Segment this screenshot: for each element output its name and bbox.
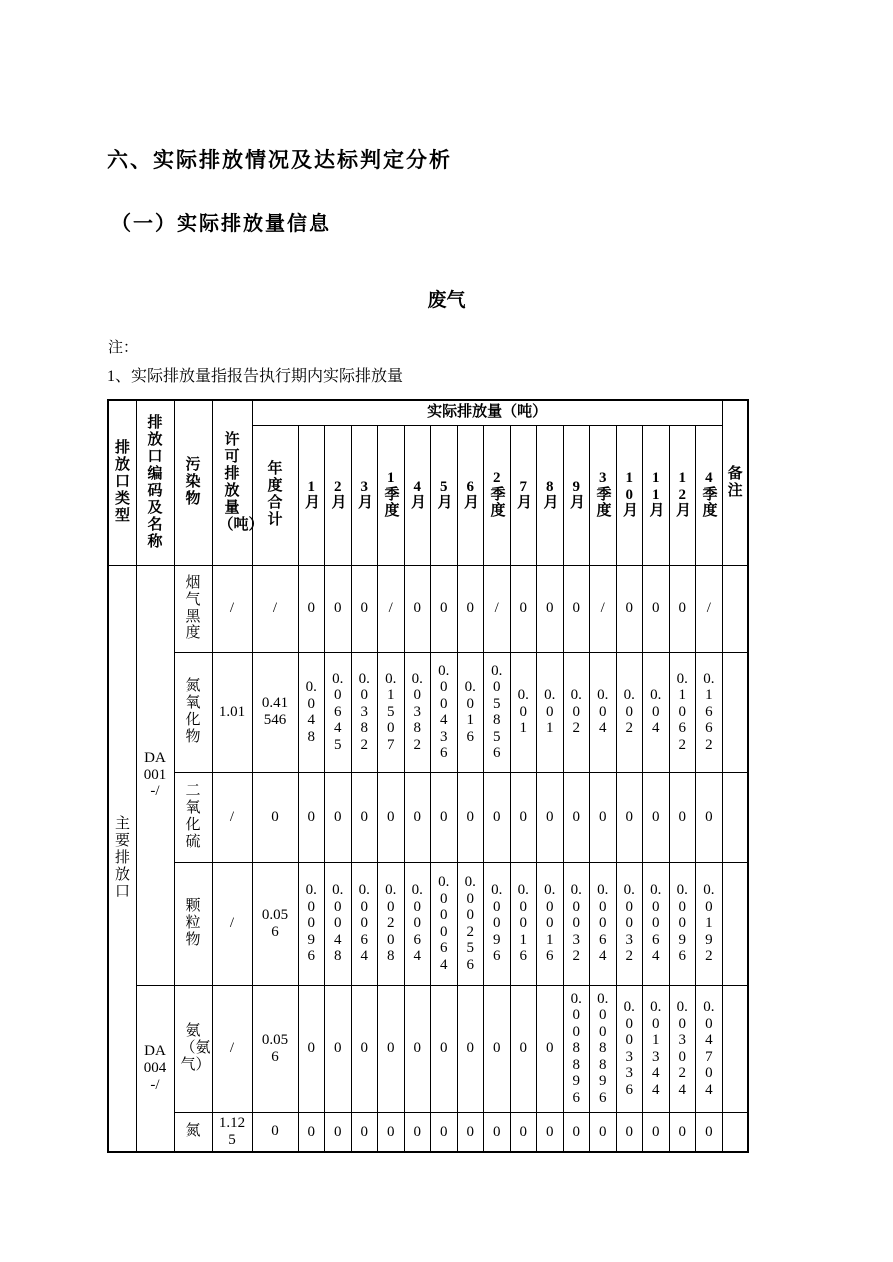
value-cell: 0 xyxy=(590,772,617,862)
value-cell: 0.04 xyxy=(590,652,617,772)
annual-total-cell: 0.056 xyxy=(252,985,298,1112)
value-cell: 0.00064 xyxy=(431,862,458,985)
table-row xyxy=(108,1112,748,1152)
value-cell: / xyxy=(484,565,511,652)
remark-cell xyxy=(722,772,748,862)
value-cell: 0 xyxy=(669,565,696,652)
permitted-amount-cell: / xyxy=(212,565,252,652)
table-row xyxy=(108,985,748,1112)
header-period: 4季度 xyxy=(696,425,723,565)
value-cell: 0.0016 xyxy=(537,862,564,985)
value-cell: 0.0048 xyxy=(325,862,352,985)
value-cell: 0 xyxy=(457,565,484,652)
header-period: 5月 xyxy=(431,425,458,565)
header-period: 7月 xyxy=(510,425,537,565)
pollutant-cell: 二氧化硫 xyxy=(174,772,212,862)
value-cell: 0 xyxy=(431,565,458,652)
value-cell: 0 xyxy=(457,772,484,862)
pollutant-cell: 烟气黑度 xyxy=(174,565,212,652)
value-cell: 0 xyxy=(378,1112,405,1152)
value-cell: 0 xyxy=(325,772,352,862)
remark-cell xyxy=(722,1112,748,1152)
header-period: 12月 xyxy=(669,425,696,565)
remark-cell xyxy=(722,862,748,985)
value-cell: 0.016 xyxy=(457,652,484,772)
remark-cell xyxy=(722,652,748,772)
header-period: 10月 xyxy=(616,425,643,565)
value-cell: 0.0096 xyxy=(484,862,511,985)
header-period: 3季度 xyxy=(590,425,617,565)
value-cell: 0.03024 xyxy=(669,985,696,1112)
value-cell: 0.0192 xyxy=(696,862,723,985)
value-cell: 0 xyxy=(404,1112,431,1152)
value-cell: 0.1662 xyxy=(696,652,723,772)
value-cell: 0 xyxy=(510,772,537,862)
value-cell: 0 xyxy=(563,565,590,652)
value-cell: 0.0382 xyxy=(404,652,431,772)
value-cell: 0.1507 xyxy=(378,652,405,772)
value-cell: 0 xyxy=(537,772,564,862)
table-row xyxy=(108,772,748,862)
annual-total-cell: 0 xyxy=(252,1112,298,1152)
emissions-table xyxy=(107,399,749,1153)
header-outlet-code: 排放口编码及名称 xyxy=(136,400,174,565)
value-cell: 0 xyxy=(510,1112,537,1152)
value-cell: 0 xyxy=(431,985,458,1112)
value-cell: 0 xyxy=(669,1112,696,1152)
permitted-amount-cell: / xyxy=(212,985,252,1112)
value-cell: 0 xyxy=(643,1112,670,1152)
value-cell: 0 xyxy=(643,565,670,652)
header-period: 3月 xyxy=(351,425,378,565)
value-cell: 0.0032 xyxy=(616,862,643,985)
value-cell: 0.1062 xyxy=(669,652,696,772)
table-row xyxy=(108,862,748,985)
value-cell: 0.0096 xyxy=(669,862,696,985)
subsection-heading: （一）实际排放量信息 xyxy=(111,213,331,235)
value-cell: 0 xyxy=(298,565,325,652)
header-period: 8月 xyxy=(537,425,564,565)
value-cell: 0.0064 xyxy=(404,862,431,985)
value-cell: 0.00336 xyxy=(616,985,643,1112)
value-cell: 0.0208 xyxy=(378,862,405,985)
value-cell: 0 xyxy=(325,565,352,652)
value-cell: 0.0064 xyxy=(643,862,670,985)
permitted-amount-cell: 1.125 xyxy=(212,1112,252,1152)
value-cell: / xyxy=(378,565,405,652)
value-cell: 0.0096 xyxy=(298,862,325,985)
annual-total-cell: 0.41546 xyxy=(252,652,298,772)
value-cell: 0 xyxy=(616,772,643,862)
header-pollutant: 污染物 xyxy=(174,400,212,565)
annual-total-cell: / xyxy=(252,565,298,652)
note-item: 1、实际排放量指报告执行期内实际排放量 xyxy=(107,368,404,385)
permitted-amount-cell: 1.01 xyxy=(212,652,252,772)
value-cell: 0 xyxy=(404,985,431,1112)
value-cell: 0.04704 xyxy=(696,985,723,1112)
annual-total-cell: 0.056 xyxy=(252,862,298,985)
value-cell: 0.008896 xyxy=(563,985,590,1112)
pollutant-cell: 氮氧化物 xyxy=(174,652,212,772)
value-cell: 0.0064 xyxy=(590,862,617,985)
value-cell: 0 xyxy=(696,772,723,862)
value-cell: 0 xyxy=(298,985,325,1112)
value-cell: 0.00436 xyxy=(431,652,458,772)
value-cell: 0 xyxy=(431,1112,458,1152)
value-cell: 0 xyxy=(484,772,511,862)
value-cell: 0 xyxy=(351,565,378,652)
value-cell: 0 xyxy=(510,985,537,1112)
value-cell: 0 xyxy=(616,565,643,652)
value-cell: 0.02 xyxy=(616,652,643,772)
value-cell: 0 xyxy=(404,565,431,652)
outlet-code-cell: DA001-/ xyxy=(136,565,174,985)
value-cell: 0 xyxy=(590,1112,617,1152)
value-cell: 0.0064 xyxy=(351,862,378,985)
header-period: 11月 xyxy=(643,425,670,565)
header-actual-emission-group: 实际排放量（吨） xyxy=(252,400,722,425)
value-cell: 0.0016 xyxy=(510,862,537,985)
annual-total-cell: 0 xyxy=(252,772,298,862)
section-heading: 六、实际排放情况及达标判定分析 xyxy=(107,149,452,172)
value-cell: 0 xyxy=(351,985,378,1112)
value-cell: 0 xyxy=(537,565,564,652)
value-cell: 0 xyxy=(537,1112,564,1152)
value-cell: 0.0032 xyxy=(563,862,590,985)
value-cell: 0 xyxy=(484,985,511,1112)
value-cell: 0 xyxy=(325,1112,352,1152)
value-cell: 0 xyxy=(404,772,431,862)
value-cell: 0 xyxy=(325,985,352,1112)
outlet-code-cell: DA004-/ xyxy=(136,985,174,1152)
outlet-type-cell: 主要排放口 xyxy=(108,565,136,1152)
value-cell: 0 xyxy=(457,1112,484,1152)
header-period: 2月 xyxy=(325,425,352,565)
value-cell: 0 xyxy=(696,1112,723,1152)
header-period: 9月 xyxy=(563,425,590,565)
value-cell: 0 xyxy=(537,985,564,1112)
value-cell: 0.00256 xyxy=(457,862,484,985)
pollutant-cell: 氨（氨气） xyxy=(174,985,212,1112)
header-remark: 备注 xyxy=(722,400,748,565)
value-cell: 0.01 xyxy=(510,652,537,772)
header-period: 6月 xyxy=(457,425,484,565)
value-cell: 0 xyxy=(351,1112,378,1152)
table-row xyxy=(108,652,748,772)
pollutant-cell: 氮 xyxy=(174,1112,212,1152)
value-cell: 0 xyxy=(378,985,405,1112)
pollutant-cell: 颗粒物 xyxy=(174,862,212,985)
header-period: 1季度 xyxy=(378,425,405,565)
permitted-amount-cell: / xyxy=(212,772,252,862)
value-cell: 0.01344 xyxy=(643,985,670,1112)
table-row xyxy=(108,565,748,652)
value-cell: 0.01 xyxy=(537,652,564,772)
value-cell: 0.048 xyxy=(298,652,325,772)
remark-cell xyxy=(722,565,748,652)
value-cell: 0 xyxy=(484,1112,511,1152)
header-annual-total: 年度合计 xyxy=(252,425,298,565)
header-permitted-amount: 许可排放量（吨） xyxy=(212,400,252,565)
value-cell: 0 xyxy=(643,772,670,862)
header-period: 2季度 xyxy=(484,425,511,565)
value-cell: / xyxy=(696,565,723,652)
permitted-amount-cell: / xyxy=(212,862,252,985)
value-cell: 0 xyxy=(298,1112,325,1152)
table-title: 废气 xyxy=(427,290,466,311)
value-cell: 0.05856 xyxy=(484,652,511,772)
value-cell: 0 xyxy=(563,1112,590,1152)
value-cell: 0 xyxy=(431,772,458,862)
value-cell: 0 xyxy=(298,772,325,862)
value-cell: 0.0645 xyxy=(325,652,352,772)
header-period: 1月 xyxy=(298,425,325,565)
value-cell: 0.04 xyxy=(643,652,670,772)
remark-cell xyxy=(722,985,748,1112)
value-cell: 0.0382 xyxy=(351,652,378,772)
header-outlet-type: 排放口类型 xyxy=(108,400,136,565)
value-cell: 0 xyxy=(616,1112,643,1152)
value-cell: / xyxy=(590,565,617,652)
value-cell: 0 xyxy=(510,565,537,652)
value-cell: 0 xyxy=(351,772,378,862)
value-cell: 0 xyxy=(378,772,405,862)
note-label: 注： xyxy=(108,340,139,356)
value-cell: 0.008896 xyxy=(590,985,617,1112)
value-cell: 0.02 xyxy=(563,652,590,772)
value-cell: 0 xyxy=(563,772,590,862)
value-cell: 0 xyxy=(457,985,484,1112)
header-period: 4月 xyxy=(404,425,431,565)
value-cell: 0 xyxy=(669,772,696,862)
